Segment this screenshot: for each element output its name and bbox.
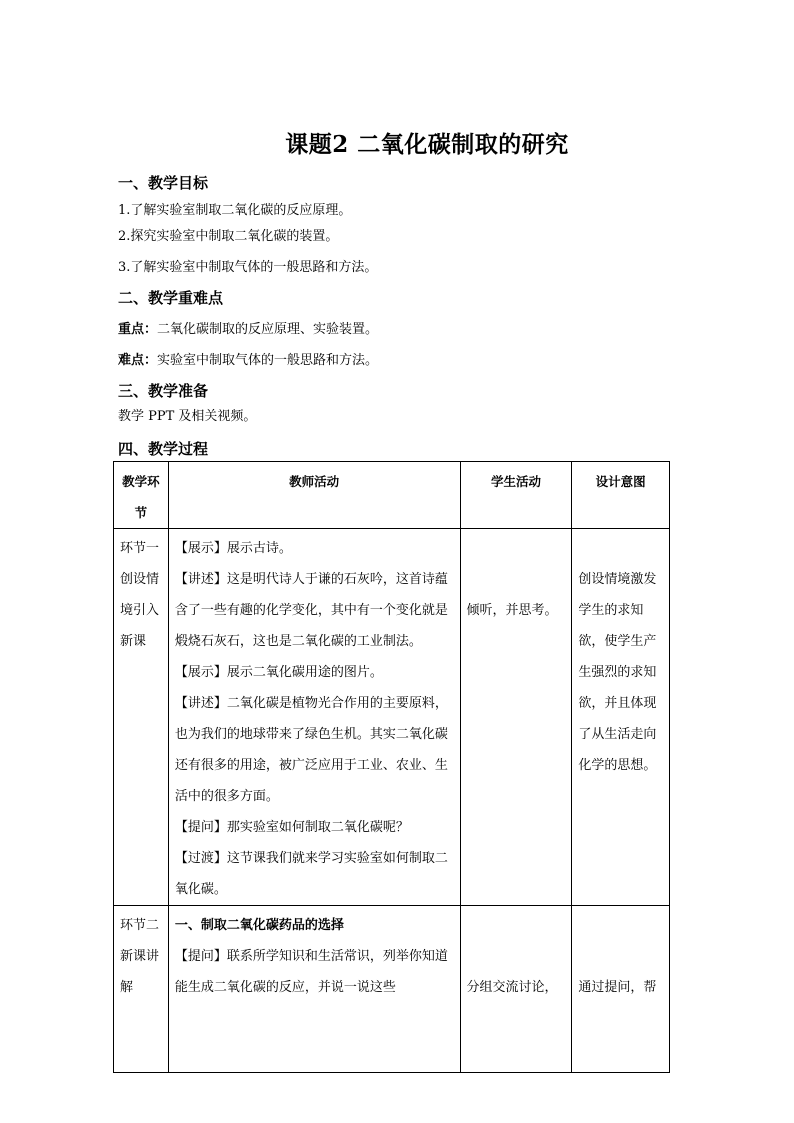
header-intent: 设计意图	[572, 462, 670, 529]
preparation-text: 教学 PPT 及相关视频。	[118, 409, 257, 424]
section-heading-key-points: 二、教学重难点	[118, 289, 224, 307]
key-point-label: 重点：	[118, 322, 158, 337]
table-header-row	[114, 462, 670, 529]
section-heading-preparation: 三、教学准备	[118, 382, 209, 400]
difficulty-label: 难点：	[118, 353, 158, 368]
teacher-activity-line: 【讲述】二氧化碳是植物光合作用的主要原料，也为我们的地球带来了绿色生机。其实二氧化碳还有很多的用途，被广泛应用于工业、农业、生活中的很多方面。	[174, 696, 448, 804]
teacher-activity-line: 【提问】联系所学知识和生活常识，列举你知道能生成二氧化碳的反应，并说一说这些	[174, 949, 448, 995]
header-student: 学生活动	[460, 462, 572, 529]
lesson-process-table	[113, 461, 670, 1073]
objective-item: 3.了解实验室中制取气体的一般思路和方法。	[118, 260, 378, 275]
stage-cell: 环节一创设情境引入新课	[114, 529, 169, 906]
header-teacher: 教师活动	[168, 462, 460, 529]
design-intent-cell: 通过提问，帮	[572, 906, 670, 1073]
teacher-activity-cell	[168, 906, 460, 1073]
teacher-activity-line: 【提问】那实验室如何制取二氧化碳呢？	[174, 820, 409, 835]
teacher-activity-heading: 一、制取二氧化碳药品的选择	[174, 918, 344, 933]
student-activity-cell: 分组交流讨论，	[460, 906, 572, 1073]
header-stage: 教学环节	[114, 462, 169, 529]
teacher-activity-line: 【展示】展示二氧化碳用途的图片。	[174, 665, 383, 680]
teacher-activity-cell	[168, 529, 460, 906]
student-activity-cell: 倾听，并思考。	[460, 529, 572, 906]
teacher-activity-line: 【讲述】这是明代诗人于谦的石灰吟，这首诗蕴含了一些有趣的化学变化，其中有一个变化就是煅烧石灰石，这也是二氧化碳的工业制法。	[174, 572, 448, 649]
key-point-text: 二氧化碳制取的反应原理、实验装置。	[157, 322, 379, 337]
section-heading-objectives: 一、教学目标	[118, 174, 209, 192]
table-row	[114, 906, 670, 1073]
objective-item: 2.探究实验室中制取二氧化碳的装置。	[118, 229, 339, 244]
difficulty-text: 实验室中制取气体的一般思路和方法。	[157, 353, 379, 368]
objective-item: 1.了解实验室制取二氧化碳的反应原理。	[118, 203, 352, 218]
section-heading-process: 四、教学过程	[118, 440, 209, 458]
design-intent-cell: 创设情境激发学生的求知欲，使学生产生强烈的求知欲，并且体现了从生活走向化学的思想。	[572, 529, 670, 906]
difficulty-line	[118, 349, 378, 368]
page-title: 课题2 二氧化碳制取的研究	[285, 131, 569, 158]
teacher-activity-line: 【展示】展示古诗。	[174, 541, 292, 556]
stage-cell: 环节二新课讲解	[114, 906, 169, 1073]
table-row	[114, 529, 670, 906]
teacher-activity-line: 【过渡】这节课我们就来学习实验室如何制取二氧化碳。	[174, 851, 448, 897]
key-point-line	[118, 318, 378, 337]
